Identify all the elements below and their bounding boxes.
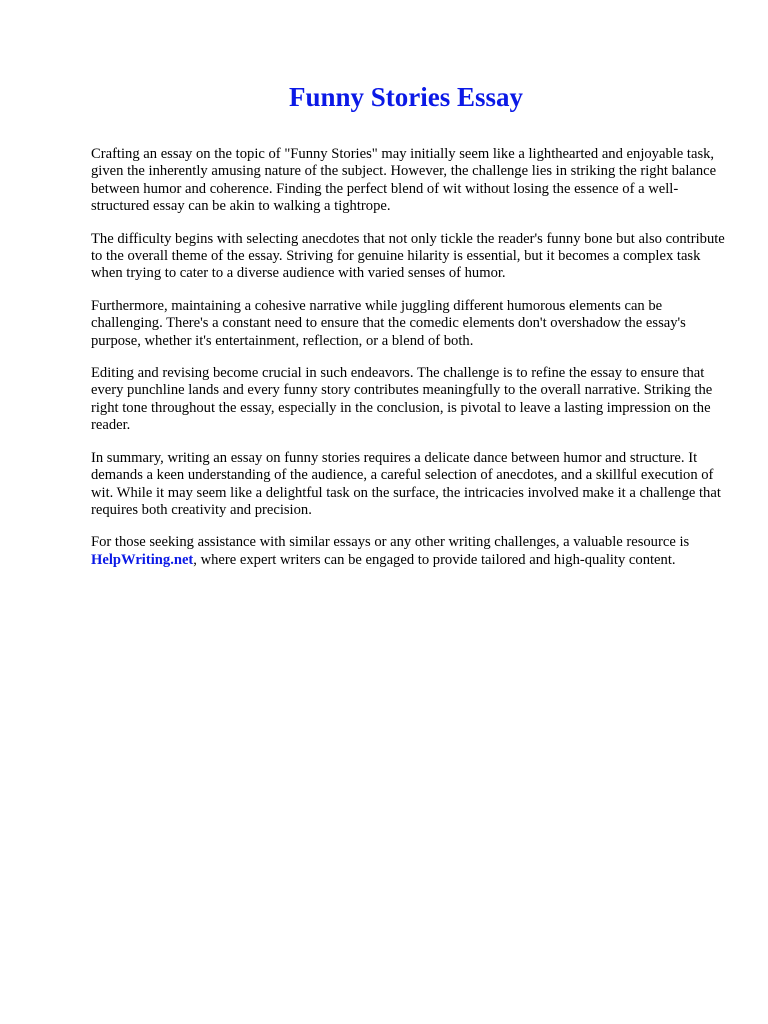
paragraph-summary: In summary, writing an essay on funny stories requires a delicate dance between humor and structure. It demands a keen understanding of the audience, a careful selection of anecdotes, and a skillful execution of wit. While it may seem like a delightful task on the surface, the intricacies involved make it a challenge that requires both creativity and precision.	[91, 449, 721, 518]
helpwriting-link[interactable]: HelpWriting.net	[91, 551, 194, 568]
closing-text-after-link: , where expert writers can be engaged to provide tailored and high-quality content.	[193, 551, 676, 568]
paragraph-difficulty: The difficulty begins with selecting anecdotes that not only tickle the reader's funny bone but also contribute to the overall theme of the essay. Striving for genuine hilarity is essential, but it becomes a complex task when trying to cater to a diverse audience with varied senses of humor.	[91, 230, 725, 282]
paragraph-closing	[91, 534, 731, 569]
page-title: Funny Stories Essay	[288, 82, 524, 112]
paragraph-editing: Editing and revising become crucial in such endeavors. The challenge is to refine the essay to ensure that every punchline lands and every funny story contributes meaningfully to the overall narrative. Striking the right tone throughout the essay, especially in the conclusion, is pivotal to leave a lasting impression on the reader.	[91, 365, 713, 434]
paragraph-intro: Crafting an essay on the topic of "Funny Stories" may initially seem like a lighthearted and enjoyable task, given the inherently amusing nature of the subject. However, the challenge lies in striking the right balance between humor and coherence. Finding the perfect blend of wit without losing the essence of a well-structured essay can be akin to walking a tightrope.	[91, 146, 717, 215]
paragraph-narrative: Furthermore, maintaining a cohesive narrative while juggling different humorous elements can be challenging. There's a constant need to ensure that the comedic elements don't overshadow the essay's purpose, whether it's entertainment, reflection, or a blend of both.	[91, 297, 686, 349]
essay-body	[91, 146, 731, 584]
closing-text-before-link: For those seeking assistance with similar essays or any other writing challenges, a valuable resource is	[91, 534, 690, 551]
